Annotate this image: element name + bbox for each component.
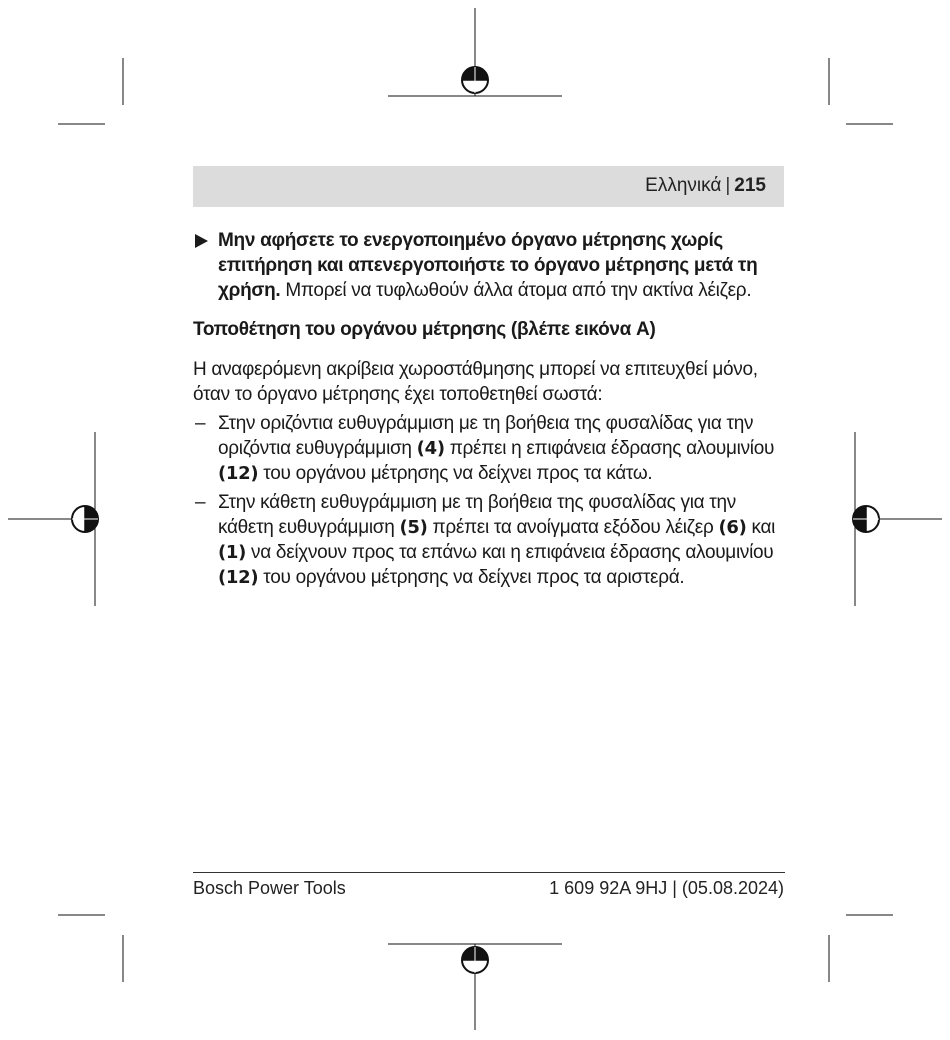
- page-content: [193, 228, 786, 590]
- ref-number: (6): [718, 517, 747, 538]
- dash-marker: –: [195, 413, 206, 434]
- safety-warning: [193, 228, 786, 303]
- list-text: πρέπει η επιφάνεια έδρασης αλουμινίου: [444, 438, 775, 459]
- footer-brand: Bosch Power Tools: [193, 878, 346, 898]
- placement-list: [193, 411, 786, 590]
- section-heading: Τοποθέτηση του οργάνου μέτρησης (βλέπε εικόνα A): [193, 319, 656, 340]
- dash-marker: –: [195, 492, 206, 513]
- header-separator: |: [725, 175, 731, 196]
- list-text: του οργάνου μέτρησης να δείχνει προς τα αριστερά.: [258, 567, 685, 588]
- page-number: 215: [734, 175, 766, 196]
- section-intro: Η αναφερόμενη ακρίβεια χωροστάθμησης μπορεί να επιτευχθεί μόνο, όταν το όργανο μέτρησης έχει τοποθετηθεί σωστά:: [193, 359, 758, 405]
- list-text: του οργάνου μέτρησης να δείχνει προς τα κάτω.: [258, 463, 653, 484]
- warning-triangle-icon: [195, 234, 208, 248]
- footer-divider: [193, 872, 785, 873]
- list-text: να δείχνουν προς τα επάνω και η επιφάνεια έδρασης αλουμινίου: [246, 542, 774, 563]
- ref-number: (1): [218, 542, 247, 563]
- ref-number: (5): [399, 517, 428, 538]
- ref-number: (12): [218, 567, 259, 588]
- list-text: πρέπει τα ανοίγματα εξόδου λέιζερ: [427, 517, 719, 538]
- ref-number: (4): [416, 438, 445, 459]
- list-item: [193, 490, 786, 590]
- registration-target-icon: [462, 947, 488, 973]
- header-language: Ελληνικά: [645, 175, 722, 196]
- page-header: [193, 166, 784, 207]
- footer-code: 1 609 92A 9HJ | (05.08.2024): [549, 878, 784, 898]
- list-text: και: [746, 517, 776, 538]
- ref-number: (12): [218, 463, 259, 484]
- registration-target-icon: [853, 506, 879, 532]
- registration-target-icon: [462, 67, 488, 93]
- list-item: [193, 411, 786, 486]
- warning-normal-text: Μπορεί να τυφλωθούν άλλα άτομα από την ακτίνα λέιζερ.: [280, 280, 752, 301]
- list-text: Στην κάθετη ευθυγράμμιση με τη βοήθεια της φυσαλίδας για την κάθετη ευθυγράμμιση: [218, 492, 736, 538]
- header-text: [645, 175, 766, 197]
- list-text: Στην οριζόντια ευθυγράμμιση με τη βοήθεια της φυσαλίδας για την οριζόντια ευθυγράμμιση: [218, 413, 754, 459]
- warning-bold-text: Μην αφήσετε το ενεργοποιημένο όργανο μέτρησης χωρίς επιτήρηση και απενεργοποιήστε το όργανο μέτρησης μετά τη χρήση.: [218, 230, 758, 301]
- registration-target-icon: [72, 506, 98, 532]
